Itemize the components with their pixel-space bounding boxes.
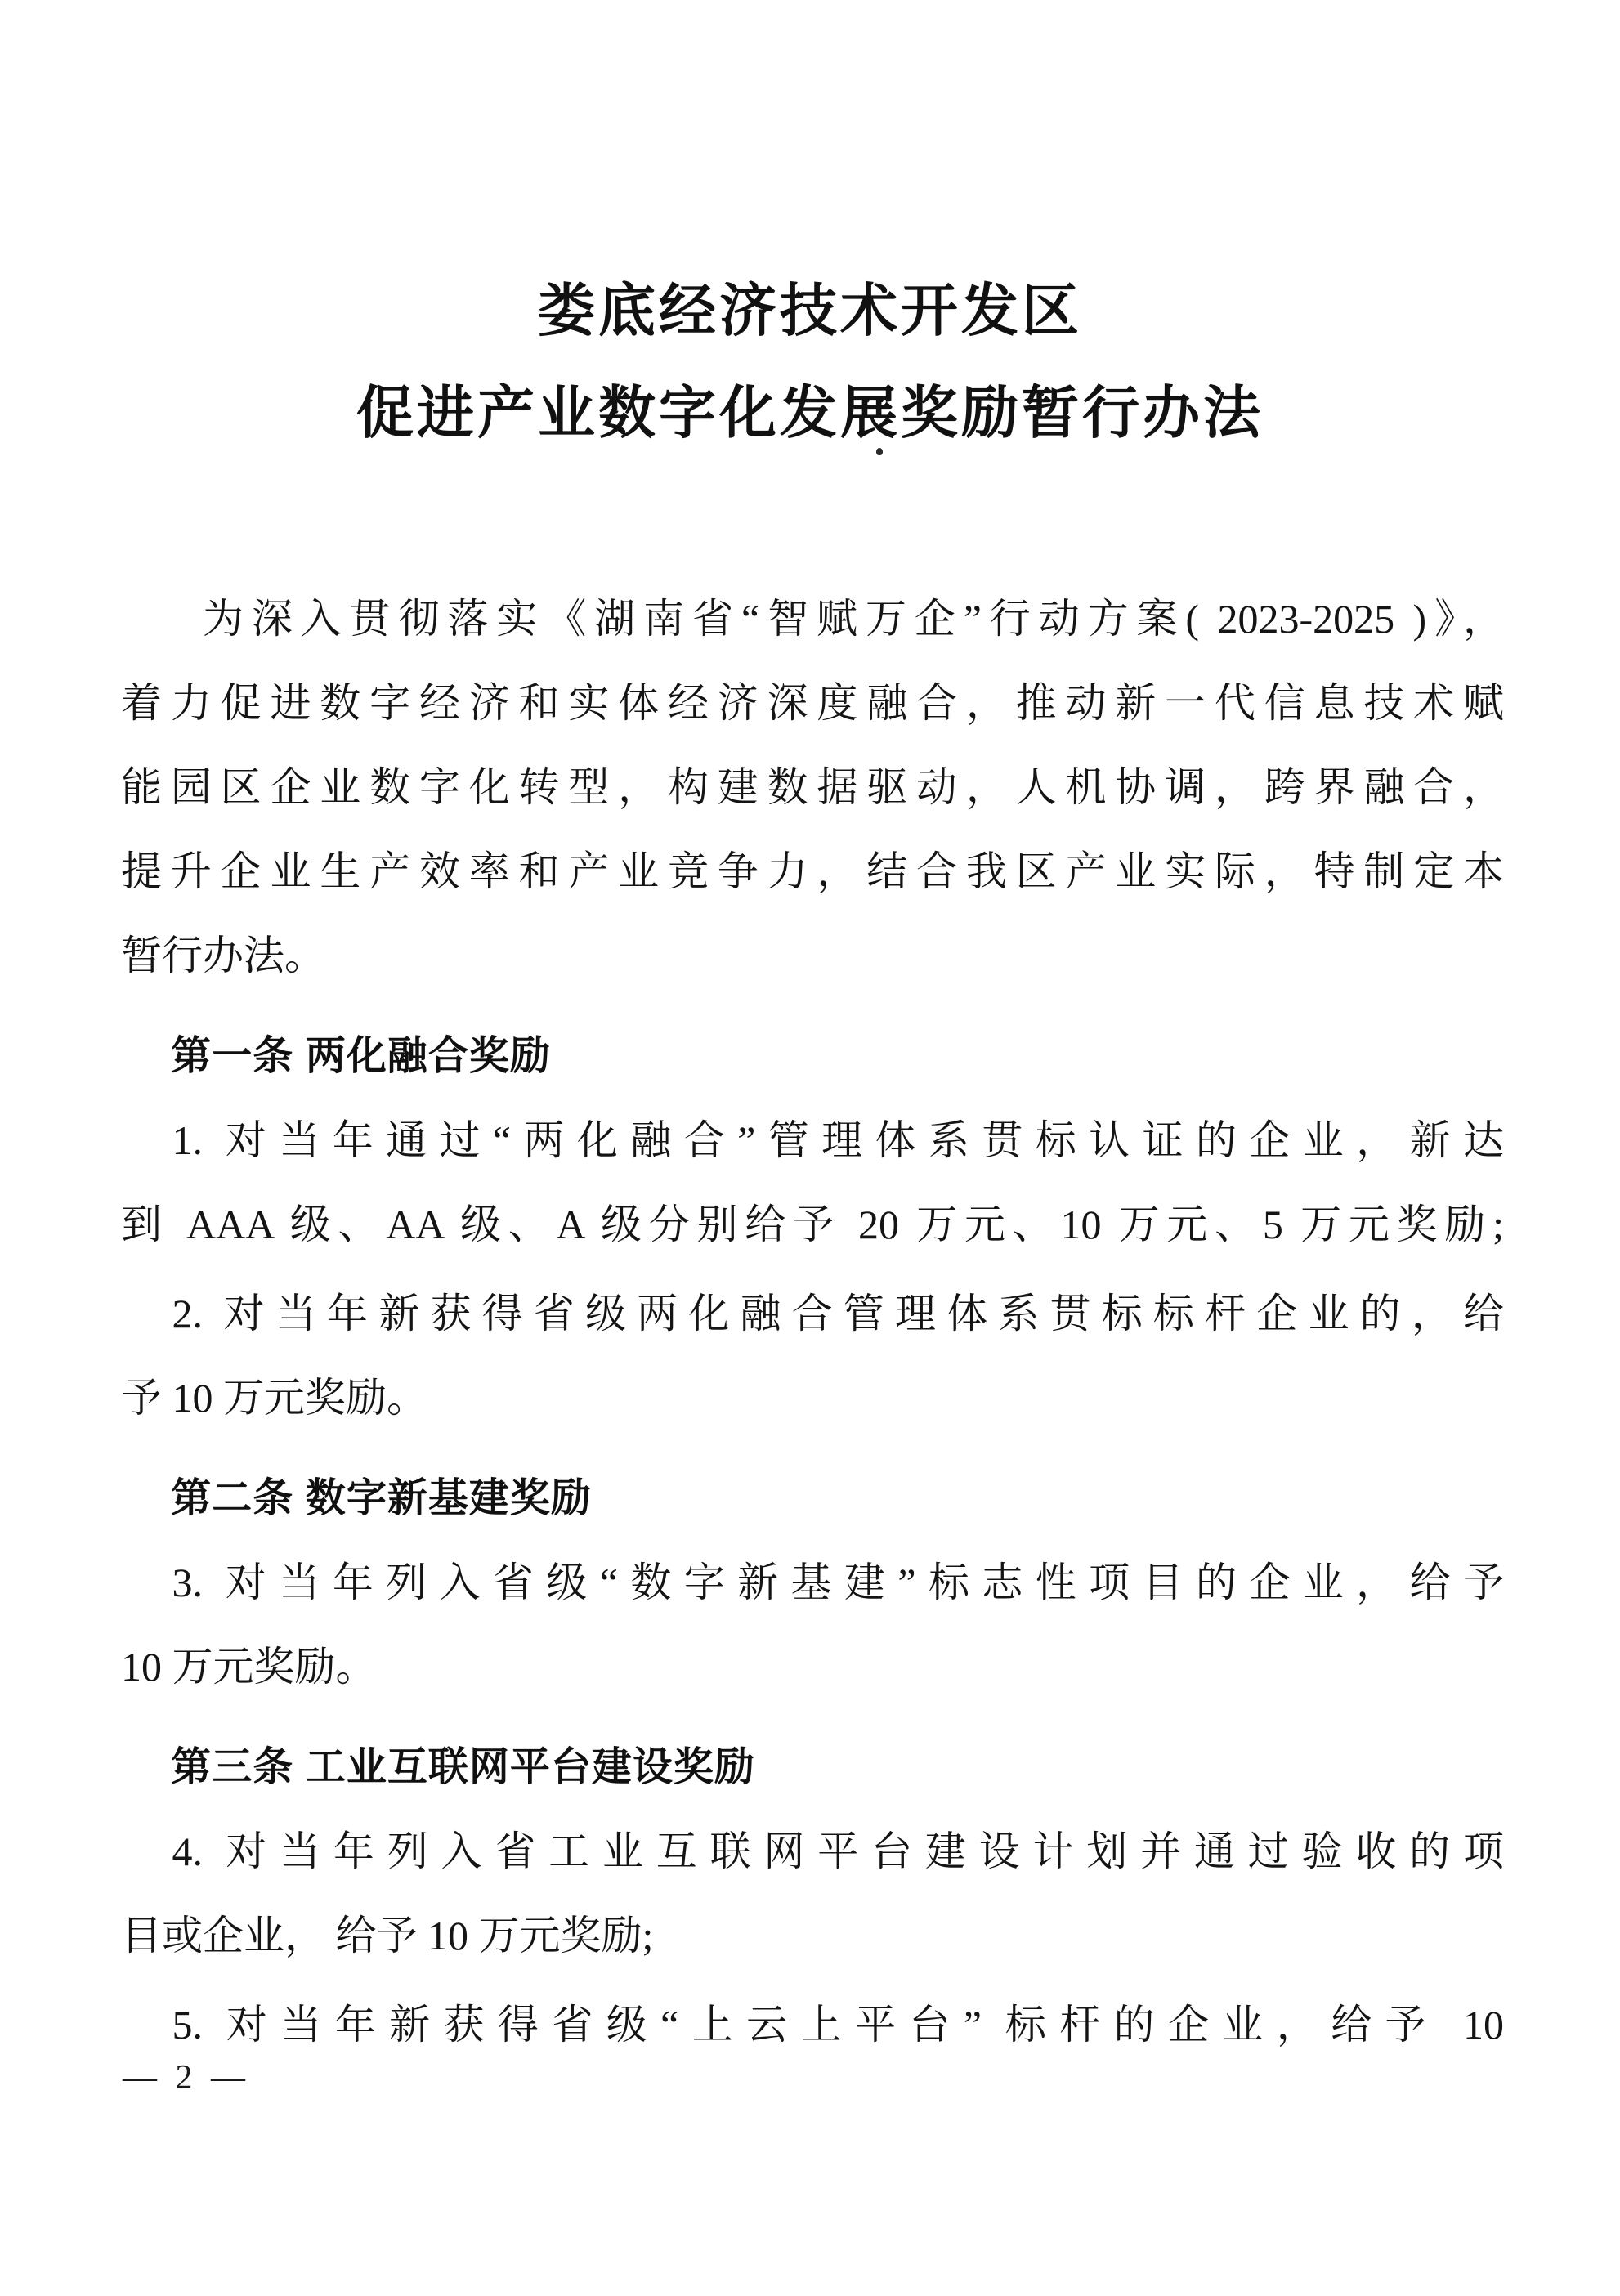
- item-3-paragraph: [121, 1541, 1504, 1709]
- text-line: 目或企业， 给予 10 万元奖励;: [121, 1913, 654, 1958]
- document-title: [0, 0, 1620, 464]
- text-line: 到 AAA 级、AA 级、A 级分别给予 20 万元、10 万元、5 万元奖励;: [121, 1202, 1504, 1247]
- article-2-heading: 第二条 数字新基建奖励: [171, 1476, 592, 1520]
- article-3-heading: 第三条 工业互联网平台建设奖励: [171, 1745, 755, 1789]
- title-line-2: 促进产业数字化发展奖励暂行办法: [356, 381, 1264, 445]
- article-1-heading: 第一条 两化融合奖励: [171, 1034, 551, 1078]
- item-4-paragraph: [121, 1810, 1504, 1978]
- text-line: 4. 对当年列入省工业互联网平台建设计划并通过验收的项: [172, 1828, 1504, 1874]
- text-line: 10 万元奖励。: [121, 1644, 377, 1690]
- item-2-paragraph: [121, 1272, 1504, 1440]
- text-line: 予 10 万元奖励。: [121, 1375, 427, 1421]
- text-line: 暂行办法。: [121, 933, 325, 978]
- title-line-1: 娄底经济技术开发区: [538, 279, 1082, 342]
- text-line: 2. 对当年新获得省级两化融合管理体系贯标标杆企业的，给: [172, 1291, 1504, 1336]
- text-line: 提升企业生产效率和产业竞争力，结合我区产业实际，特制定本: [121, 848, 1504, 894]
- text-line: 3. 对当年列入省级“数字新基建”标志性项目的企业，给予: [172, 1560, 1504, 1605]
- text-line: 能园区企业数字化转型，构建数据驱动，人机协调，跨界融合，: [121, 764, 1504, 810]
- text-line: 为深入贯彻落实《湖南省“智赋万企”行动方案( 2023-2025 )》，: [203, 596, 1504, 642]
- text-line: 着力促进数字经济和实体经济深度融合，推动新一代信息技术赋: [121, 680, 1504, 726]
- item-1-paragraph: [121, 1099, 1504, 1267]
- text-line: 5. 对当年新获得省级“上云上平台” 标杆的企业，给予 10: [172, 2002, 1504, 2048]
- item-5-paragraph: [121, 1983, 1504, 2067]
- document-body: [121, 577, 1504, 2067]
- page-number: — 2 —: [123, 2059, 250, 2097]
- title-dot-mark: [876, 448, 883, 455]
- text-line: 1. 对当年通过“两化融合”管理体系贯标认证的企业，新达: [172, 1117, 1504, 1163]
- intro-paragraph: [121, 577, 1504, 998]
